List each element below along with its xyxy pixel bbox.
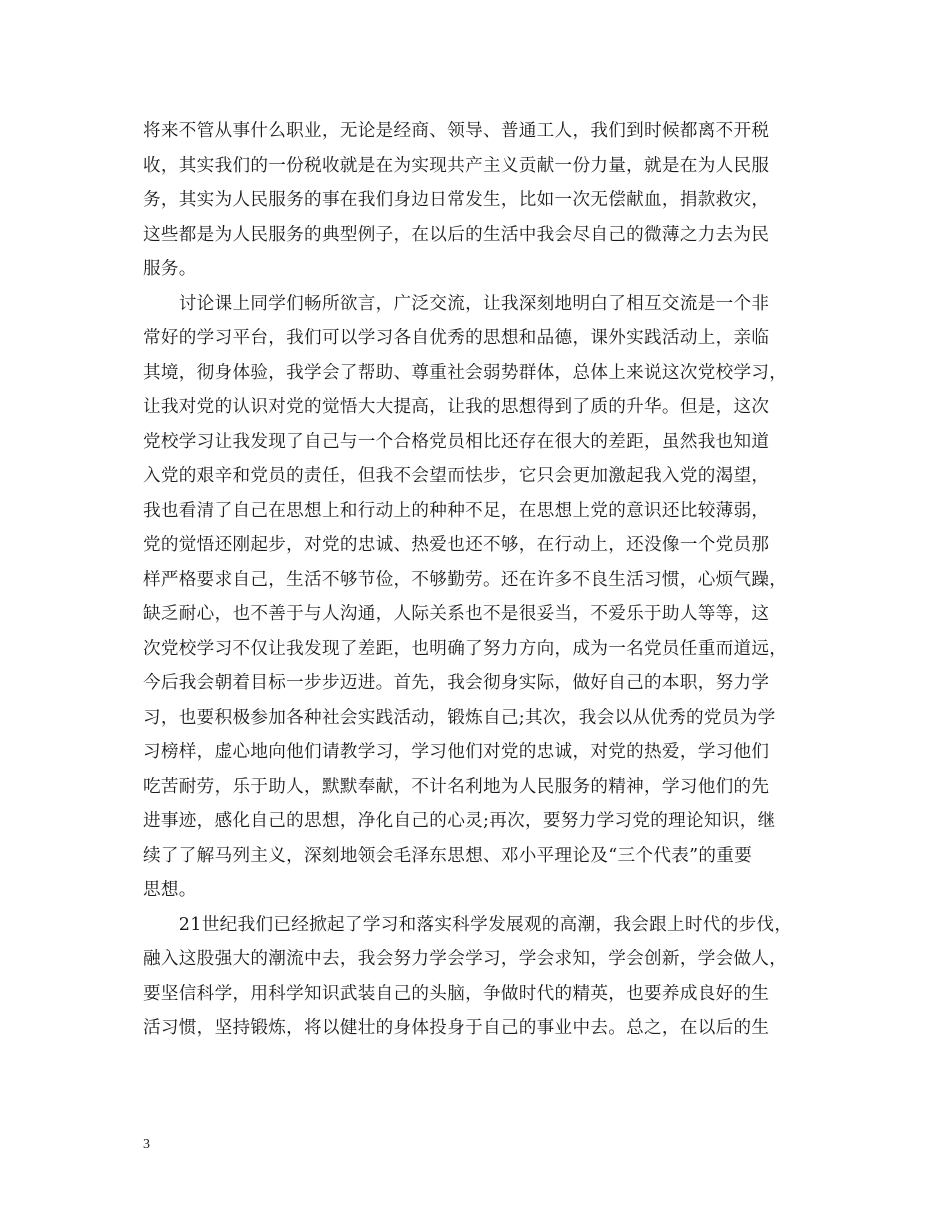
text-line: 缺乏耐心，也不善于与人沟通，人际关系也不是很妥当，不爱乐于助人等等，这 <box>143 604 770 624</box>
text-line: 党校学习让我发现了自己与一个合格党员相比还存在很大的差距，虽然我也知道 <box>143 431 770 452</box>
page-number: 3 <box>143 1137 150 1152</box>
paragraph <box>143 287 823 908</box>
text-line: 活习惯，坚持锻炼，将以健壮的身体投身于自己的事业中去。总之，在以后的生 <box>143 1018 770 1038</box>
paragraph <box>143 908 823 1046</box>
text-line: 习榜样，虚心地向他们请教学习，学习他们对党的忠诚，对党的热爱，学习他们 <box>143 742 770 762</box>
text-line: 收，其实我们的一份税收就是在为实现共产主义贡献一份力量，就是在为人民服 <box>143 155 770 176</box>
text-line: 吃苦耐劳，乐于助人，默默奉献，不计名利地为人民服务的精神，学习他们的先 <box>143 776 770 797</box>
text-line: 融入这股强大的潮流中去，我会努力学会学习，学会求知，学会创新，学会做人， <box>143 949 788 969</box>
text-line: 今后我会朝着目标一步步迈进。首先，我会彻身实际，做好自己的本职，努力学 <box>143 673 770 693</box>
text-line: 将来不管从事什么职业，无论是经商、领导、普通工人，我们到时候都离不开税 <box>143 121 770 141</box>
text-line: 讨论课上同学们畅所欲言，广泛交流，让我深刻地明白了相互交流是一个非 <box>143 293 770 314</box>
text-line: 服务。 <box>143 259 197 279</box>
text-line: 习，也要积极参加各种社会实践活动，锻炼自己;其次，我会以从优秀的党员为学 <box>143 707 776 728</box>
text-line: 思想。 <box>143 880 197 900</box>
text-line: 我也看清了自己在思想上和行动上的种种不足，在思想上党的意识还比较薄弱， <box>143 500 770 521</box>
text-line: 务，其实为人民服务的事在我们身边日常发生，比如一次无偿献血，捐款救灾， <box>143 190 770 210</box>
text-line: 党的觉悟还刚起步，对党的忠诚、热爱也还不够，在行动上，还没像一个党员那 <box>143 535 770 555</box>
text-line: 常好的学习平台，我们可以学习各自优秀的思想和品德，课外实践活动上，亲临 <box>143 328 770 348</box>
text-line: 要坚信科学，用科学知识武装自己的头脑，争做时代的精英，也要养成良好的生 <box>143 983 770 1004</box>
text-line: 这些都是为人民服务的典型例子，在以后的生活中我会尽自己的微薄之力去为民 <box>143 224 770 245</box>
text-line: 入党的艰辛和党员的责任，但我不会望而怯步，它只会更加激起我入党的渴望， <box>143 466 770 486</box>
text-line: 进事迹，感化自己的思想，净化自己的心灵;再次，要努力学习党的理论知识，继 <box>143 811 776 831</box>
text-line: 续了了解马列主义，深刻地领会毛泽东思想、邓小平理论及“三个代表”的重要 <box>143 845 753 866</box>
text-line: 21世纪我们已经掀起了学习和落实科学发展观的高潮，我会跟上时代的步伐， <box>143 914 793 935</box>
text-line: 让我对党的认识对党的觉悟大大提高，让我的思想得到了质的升华。但是，这次 <box>143 397 770 417</box>
text-line: 样严格要求自己，生活不够节俭，不够勤劳。还在许多不良生活习惯，心烦气躁， <box>143 569 788 590</box>
paragraph <box>143 114 823 287</box>
text-line: 次党校学习不仅让我发现了差距，也明确了努力方向，成为一名党员任重而道远， <box>143 638 788 659</box>
document-body <box>143 114 823 1046</box>
text-line: 其境，彻身体验，我学会了帮助、尊重社会弱势群体，总体上来说这次党校学习， <box>143 362 788 383</box>
